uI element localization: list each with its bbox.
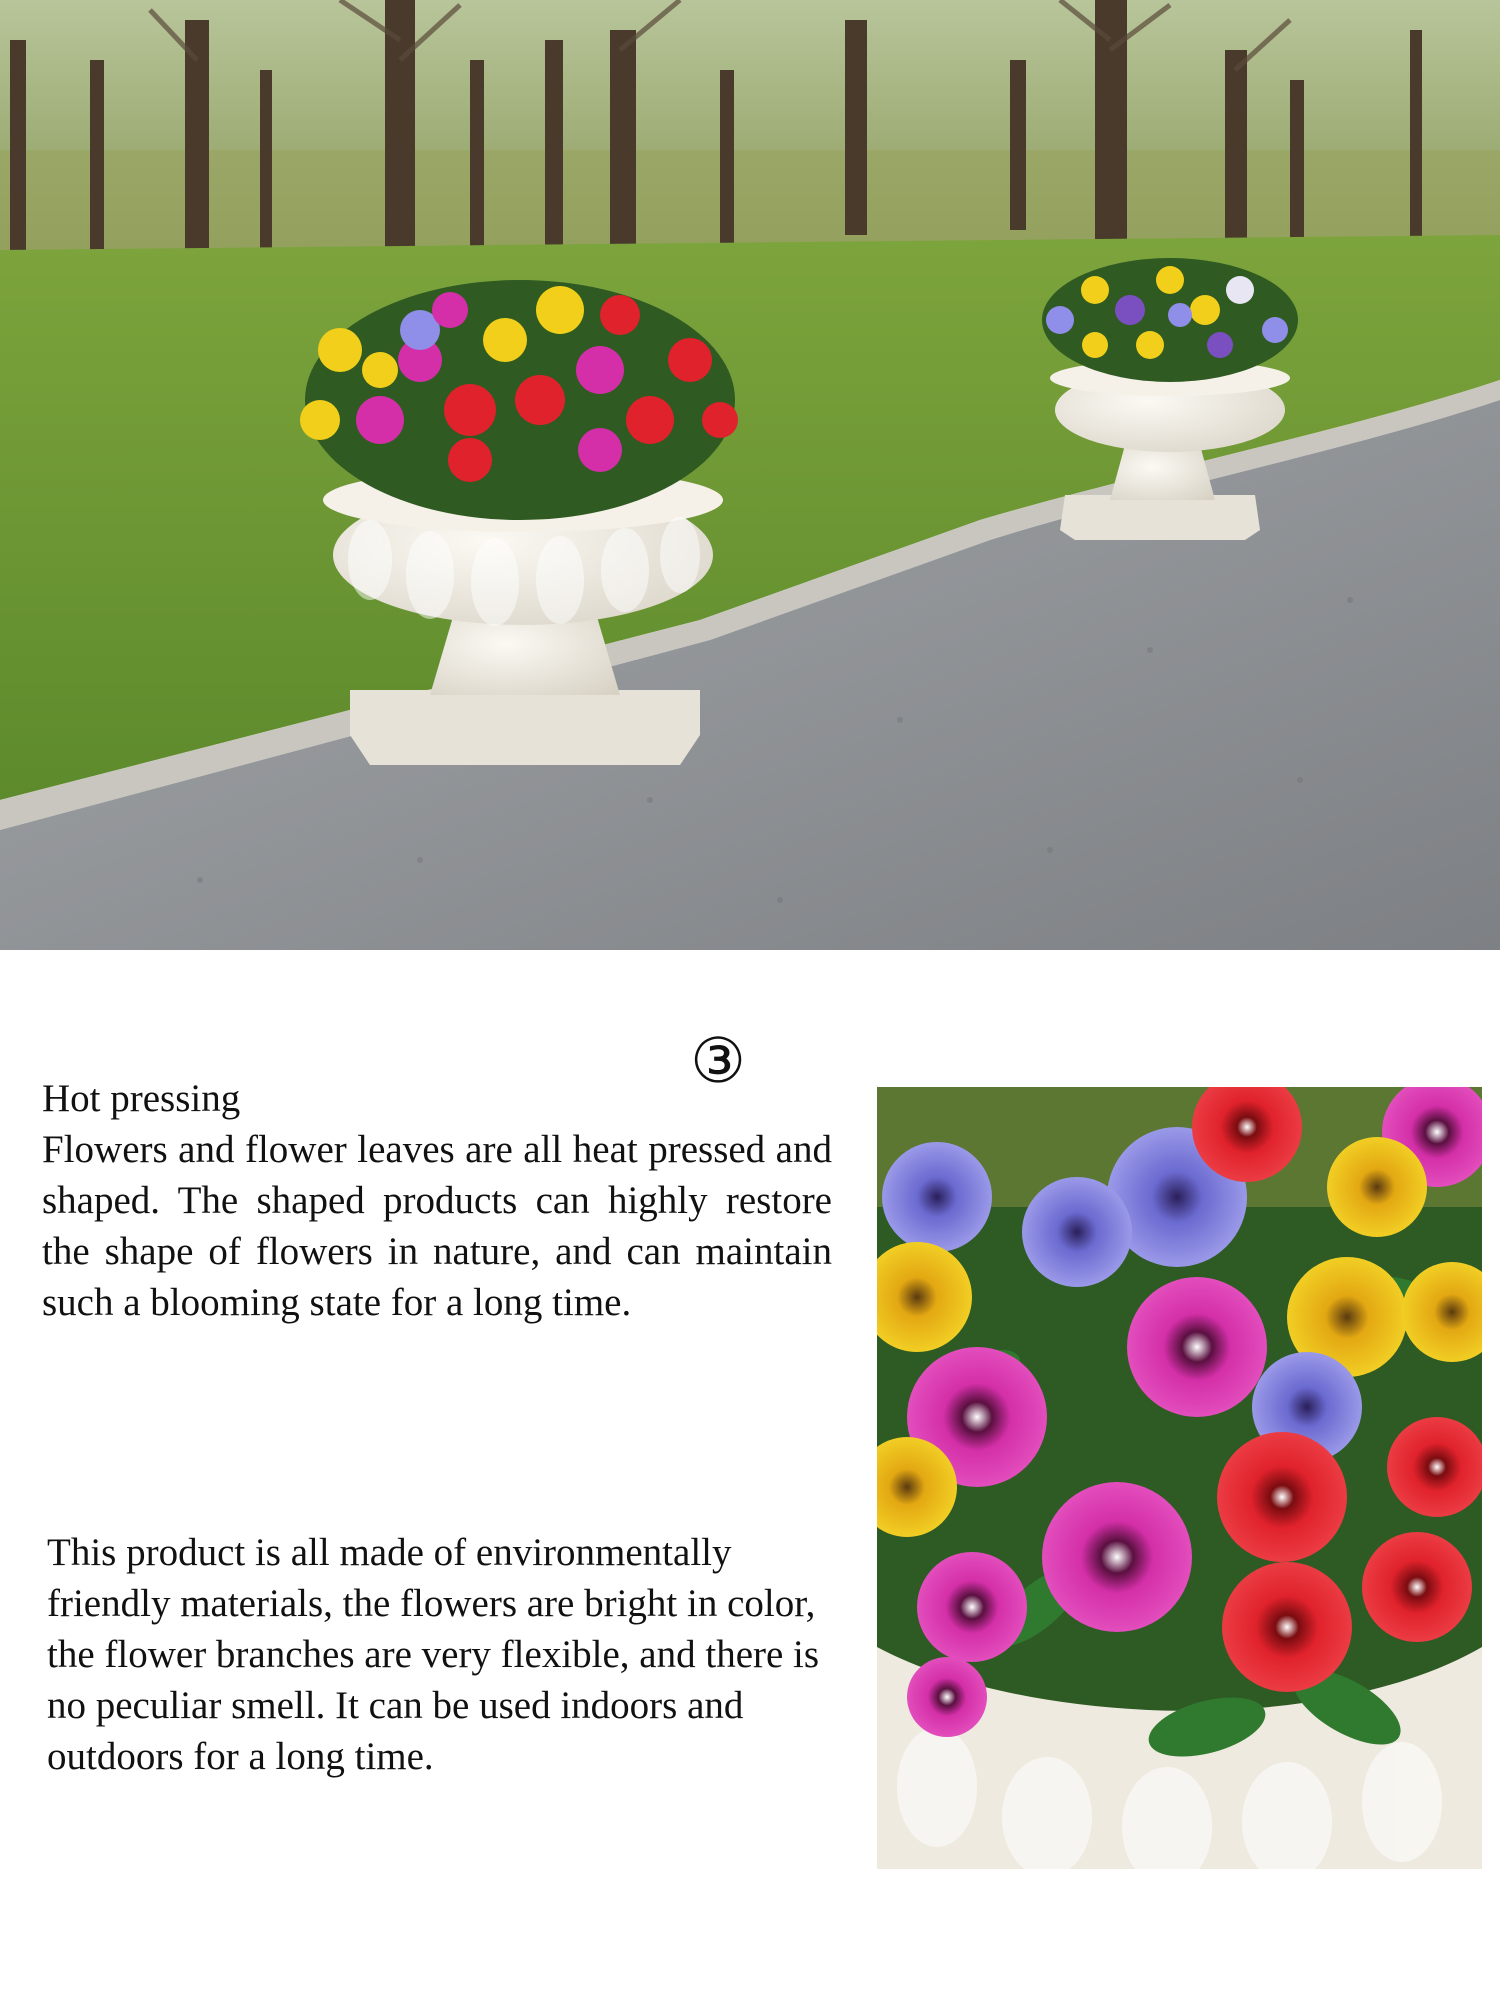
garden-path-photo [0,0,1500,950]
product-description: This product is all made of environmentally friendly materials, the flowers are bright in color, the flower branches are very flexible, and there is no peculiar smell. It can be used indoors and outdoors for a long time. [47,1531,820,1778]
large-planter [300,280,738,765]
feature-heading: Hot pressing [42,1077,241,1120]
flowers-closeup-photo [877,1087,1482,1869]
feature-description: Flowers and flower leaves are all heat pressed and shaped. The shaped products can highly restore the shape of flowers in nature, and can maintain such a blooming state for a long time. [42,1128,832,1324]
feature-text-block [42,1073,832,1328]
section-number-marker: ③ [690,1028,746,1096]
